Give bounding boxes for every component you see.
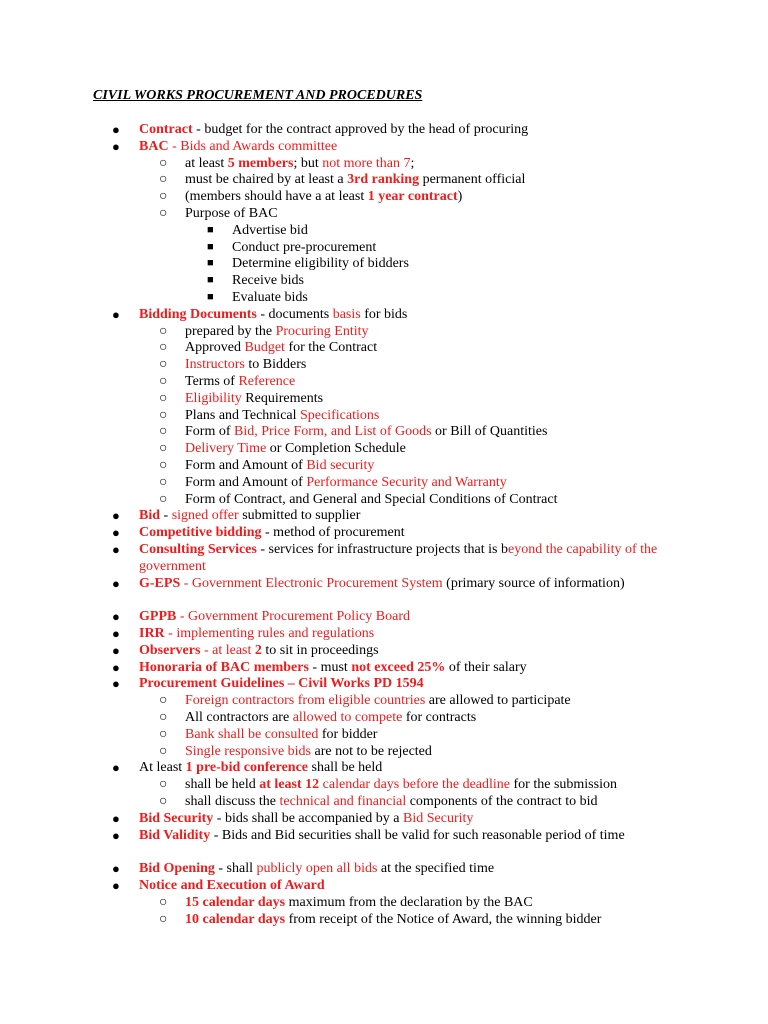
- list-item: [232, 222, 308, 239]
- list-item: [232, 239, 376, 256]
- list-item-text: Bids and Awards committee: [180, 139, 338, 154]
- bullet-marker: ○: [159, 458, 168, 473]
- list-item-text: maximum from the declaration by the BAC: [285, 895, 533, 910]
- list-item: [185, 323, 369, 340]
- bullet-marker: ●: [112, 525, 120, 540]
- list-item-text: signed offer: [171, 508, 239, 523]
- list-item: [139, 138, 337, 155]
- list-item-text: - Government Electronic Procurement System: [180, 576, 443, 591]
- bullet-marker: ●: [112, 626, 120, 641]
- list-item: [139, 575, 684, 592]
- bullet-marker: ○: [159, 710, 168, 725]
- list-item-text: ;: [410, 156, 415, 171]
- list-item-text: - method of procurement: [261, 525, 405, 540]
- list-item: [232, 272, 304, 289]
- list-item-text: Bid Security: [403, 811, 474, 826]
- list-item-text: for the submission: [510, 777, 617, 792]
- list-item-text: - must: [308, 660, 352, 675]
- bullet-marker: ●: [112, 609, 120, 624]
- list-item-text: 1 pre-bid conference: [185, 760, 309, 775]
- bullet-marker: ○: [159, 172, 168, 187]
- list-item: [139, 877, 325, 894]
- list-item: [185, 894, 533, 911]
- list-item-text: Single responsive bids: [185, 744, 311, 759]
- list-item-text: basis: [332, 307, 361, 322]
- list-item: [185, 776, 617, 793]
- list-item-text: Notice and Execution of Award: [139, 878, 325, 893]
- bullet-marker: ●: [112, 878, 120, 893]
- bullet-marker: ■: [207, 291, 214, 303]
- list-item-text: - implementing rules and regulations: [164, 626, 375, 641]
- list-item-text: at least: [212, 643, 255, 658]
- list-item-text: to sit in proceedings: [261, 643, 379, 658]
- bullet-marker: ●: [112, 576, 120, 591]
- list-item: [185, 171, 525, 188]
- list-item-text: of their salary: [445, 660, 527, 675]
- list-item-text: G-EPS: [139, 576, 181, 591]
- list-item-text: - budget for the contract approved by the head of procuring: [192, 122, 529, 137]
- list-item-text: for contracts: [402, 710, 477, 725]
- list-item: [185, 743, 432, 760]
- list-item-text: -: [168, 139, 181, 154]
- list-item-text: 2: [254, 643, 262, 658]
- bullet-marker: ○: [159, 357, 168, 372]
- list-item: [139, 675, 424, 692]
- list-item-text: Plans and Technical: [185, 408, 301, 423]
- document-title: CIVIL WORKS PROCUREMENT AND PROCEDURES: [93, 88, 423, 103]
- list-item-text: Receive bids: [232, 273, 304, 288]
- bullet-marker: ○: [159, 744, 168, 759]
- list-item-text: or Bill of Quantities: [431, 424, 548, 439]
- bullet-marker: ■: [207, 241, 214, 253]
- list-item: [185, 474, 507, 491]
- list-item: [139, 507, 360, 524]
- list-item-text: Form and Amount of: [185, 458, 307, 473]
- list-item: [185, 356, 306, 373]
- bullet-marker: ○: [159, 189, 168, 204]
- list-item: [185, 692, 571, 709]
- list-item-text: technical and financial: [279, 794, 407, 809]
- list-item-text: Specifications: [300, 408, 380, 423]
- bullet-marker: ○: [159, 441, 168, 456]
- bullet-marker: ●: [112, 542, 120, 557]
- list-item-text: Bid: [139, 508, 161, 523]
- list-item-text: Honoraria of BAC members: [139, 660, 309, 675]
- list-item: [185, 911, 601, 928]
- list-item-text: at least: [185, 156, 228, 171]
- bullet-marker: ●: [112, 660, 120, 675]
- list-item-text: Bid Validity: [139, 828, 211, 843]
- list-item-text: Contract: [139, 122, 193, 137]
- bullet-marker: ●: [112, 828, 120, 843]
- list-item: [185, 373, 295, 390]
- list-item-text: Conduct pre-procurement: [232, 240, 377, 255]
- list-item-text: not exceed 25%: [351, 660, 446, 675]
- list-item-text: at least 12: [259, 777, 320, 792]
- list-item-text: Observers: [139, 643, 201, 658]
- list-item-text: -: [160, 508, 172, 523]
- list-item-text: are allowed to participate: [425, 693, 571, 708]
- list-item-text: Requirements: [241, 391, 324, 406]
- list-item: [185, 491, 557, 508]
- list-item: [139, 121, 528, 138]
- bullet-marker: ■: [207, 224, 214, 236]
- list-item-text: All contractors are: [185, 710, 293, 725]
- list-item-text: Bid Security: [139, 811, 214, 826]
- list-item-text: Bank shall be consulted: [185, 727, 319, 742]
- list-item-text: from receipt of the Notice of Award, the winning bidder: [285, 912, 602, 927]
- list-item-text: Determine eligibility of bidders: [232, 256, 409, 271]
- bullet-marker: ■: [207, 257, 214, 269]
- list-item-text: 15 calendar days: [185, 895, 286, 910]
- list-item-text: shall be held: [185, 777, 260, 792]
- bullet-marker: ●: [112, 643, 120, 658]
- list-item: [185, 726, 377, 743]
- list-item-text: Form of: [185, 424, 234, 439]
- list-item-text: - bids shall be accompanied by a: [213, 811, 403, 826]
- list-item-text: allowed to compete: [292, 710, 403, 725]
- list-item-text: - services for infrastructure projects that is b: [256, 542, 508, 557]
- list-item-text: 1 year contract: [367, 189, 458, 204]
- list-item-text: Foreign contractors from eligible countries: [185, 693, 426, 708]
- list-item-text: - Government Procurement Policy Board: [176, 609, 411, 624]
- list-item: [139, 860, 494, 877]
- list-item-text: are not to be rejected: [311, 744, 432, 759]
- bullet-marker: ○: [159, 727, 168, 742]
- list-item: [185, 339, 377, 356]
- list-item-text: for bids: [360, 307, 408, 322]
- list-item: [185, 205, 278, 222]
- bullet-marker: ●: [112, 760, 120, 775]
- list-item-text: BAC: [139, 139, 169, 154]
- bullet-marker: ○: [159, 340, 168, 355]
- list-item-text: not more than 7: [322, 156, 411, 171]
- list-item-text: Reference: [238, 374, 296, 389]
- list-item-text: Bidding Documents: [139, 307, 257, 322]
- list-item-text: publicly open all bids: [256, 861, 378, 876]
- list-item-text: Form of Contract, and General and Special Conditions of Contract: [185, 492, 558, 507]
- list-item-text: to Bidders: [244, 357, 307, 372]
- list-item-text: - shall: [214, 861, 257, 876]
- list-item-text: ): [457, 189, 463, 204]
- bullet-marker: ○: [159, 912, 168, 927]
- list-item: [139, 306, 407, 323]
- list-item-text: at the specified time: [377, 861, 495, 876]
- list-item-text: -: [200, 643, 213, 658]
- list-item-text: Terms of: [185, 374, 239, 389]
- bullet-marker: ●: [112, 676, 120, 691]
- list-item-text: must be chaired by at least a: [185, 172, 348, 187]
- list-item: [139, 759, 382, 776]
- list-item: [139, 541, 684, 575]
- bullet-marker: ○: [159, 408, 168, 423]
- list-item-text: Bid, Price Form, and List of Goods: [234, 424, 432, 439]
- list-item-text: Advertise bid: [232, 223, 308, 238]
- list-item: [185, 188, 462, 205]
- list-item: [139, 810, 473, 827]
- list-item-text: Consulting Services: [139, 542, 257, 557]
- list-item-text: Bid security: [306, 458, 375, 473]
- bullet-marker: ○: [159, 206, 168, 221]
- list-item-text: calendar days before the deadline: [319, 777, 511, 792]
- list-item: [185, 440, 406, 457]
- list-item: [185, 457, 374, 474]
- bullet-marker: ○: [159, 391, 168, 406]
- list-item: [185, 793, 598, 810]
- list-item-text: - Bids and Bid securities shall be valid for such reasonable period of time: [210, 828, 625, 843]
- list-item-text: Approved: [185, 340, 245, 355]
- list-item: [139, 827, 684, 844]
- list-item: [232, 289, 308, 306]
- list-item: [185, 390, 323, 407]
- bullet-marker: ○: [159, 156, 168, 171]
- list-item-text: shall discuss the: [185, 794, 280, 809]
- list-item-text: Budget: [244, 340, 285, 355]
- bullet-marker: ○: [159, 475, 168, 490]
- list-item-text: Bid Opening: [139, 861, 215, 876]
- list-item-text: Eligibility: [185, 391, 242, 406]
- list-item-text: submitted to supplier: [238, 508, 361, 523]
- bullet-marker: ○: [159, 374, 168, 389]
- list-item-text: shall be held: [308, 760, 383, 775]
- bullet-marker: ○: [159, 895, 168, 910]
- list-item: [232, 255, 409, 272]
- list-item-text: Procurement Guidelines – Civil Works PD 1594: [139, 676, 424, 691]
- list-item-text: 5 members: [227, 156, 294, 171]
- list-item-text: Delivery Time: [185, 441, 267, 456]
- list-item-text: Form and Amount of: [185, 475, 307, 490]
- bullet-marker: ○: [159, 324, 168, 339]
- bullet-marker: ○: [159, 693, 168, 708]
- bullet-marker: ●: [112, 861, 120, 876]
- list-item: [185, 423, 547, 440]
- bullet-marker: ●: [112, 122, 120, 137]
- bullet-marker: ●: [112, 508, 120, 523]
- bullet-marker: ●: [112, 139, 120, 154]
- list-item-text: (primary source of information): [442, 576, 625, 591]
- list-item-text: 10 calendar days: [185, 912, 286, 927]
- list-item: [139, 642, 379, 659]
- bullet-marker: ■: [207, 274, 214, 286]
- list-item-text: for the Contract: [284, 340, 378, 355]
- list-item-text: prepared by the: [185, 324, 276, 339]
- list-item-text: Competitive bidding: [139, 525, 262, 540]
- list-item: [139, 625, 374, 642]
- list-item-text: 3rd ranking: [347, 172, 420, 187]
- list-item-text: - documents: [256, 307, 333, 322]
- bullet-marker: ●: [112, 811, 120, 826]
- list-item-text: IRR: [139, 626, 165, 641]
- list-item-text: Instructors: [185, 357, 245, 372]
- list-item: [185, 155, 414, 172]
- list-item-text: permanent official: [419, 172, 526, 187]
- bullet-marker: ○: [159, 424, 168, 439]
- list-item-text: Evaluate bids: [232, 290, 308, 305]
- list-item: [139, 659, 527, 676]
- bullet-marker: ○: [159, 777, 168, 792]
- list-item-text: or Completion Schedule: [266, 441, 406, 456]
- list-item: [139, 524, 405, 541]
- list-item-text: components of the contract to bid: [406, 794, 598, 809]
- list-item-text: Procuring Entity: [275, 324, 369, 339]
- list-item: [185, 407, 379, 424]
- bullet-marker: ○: [159, 794, 168, 809]
- list-item: [139, 608, 410, 625]
- list-item-text: GPPB: [139, 609, 177, 624]
- list-item-text: (members should have a at least: [185, 189, 368, 204]
- list-item: [185, 709, 476, 726]
- bullet-marker: ●: [112, 307, 120, 322]
- list-item-text: At least: [139, 760, 186, 775]
- list-item-text: Performance Security and Warranty: [306, 475, 507, 490]
- list-item-text: ; but: [293, 156, 323, 171]
- list-item-text: for bidder: [318, 727, 378, 742]
- bullet-marker: ○: [159, 492, 168, 507]
- list-item-text: Purpose of BAC: [185, 206, 278, 221]
- list-item-text: eyond the capability of the government: [139, 542, 658, 574]
